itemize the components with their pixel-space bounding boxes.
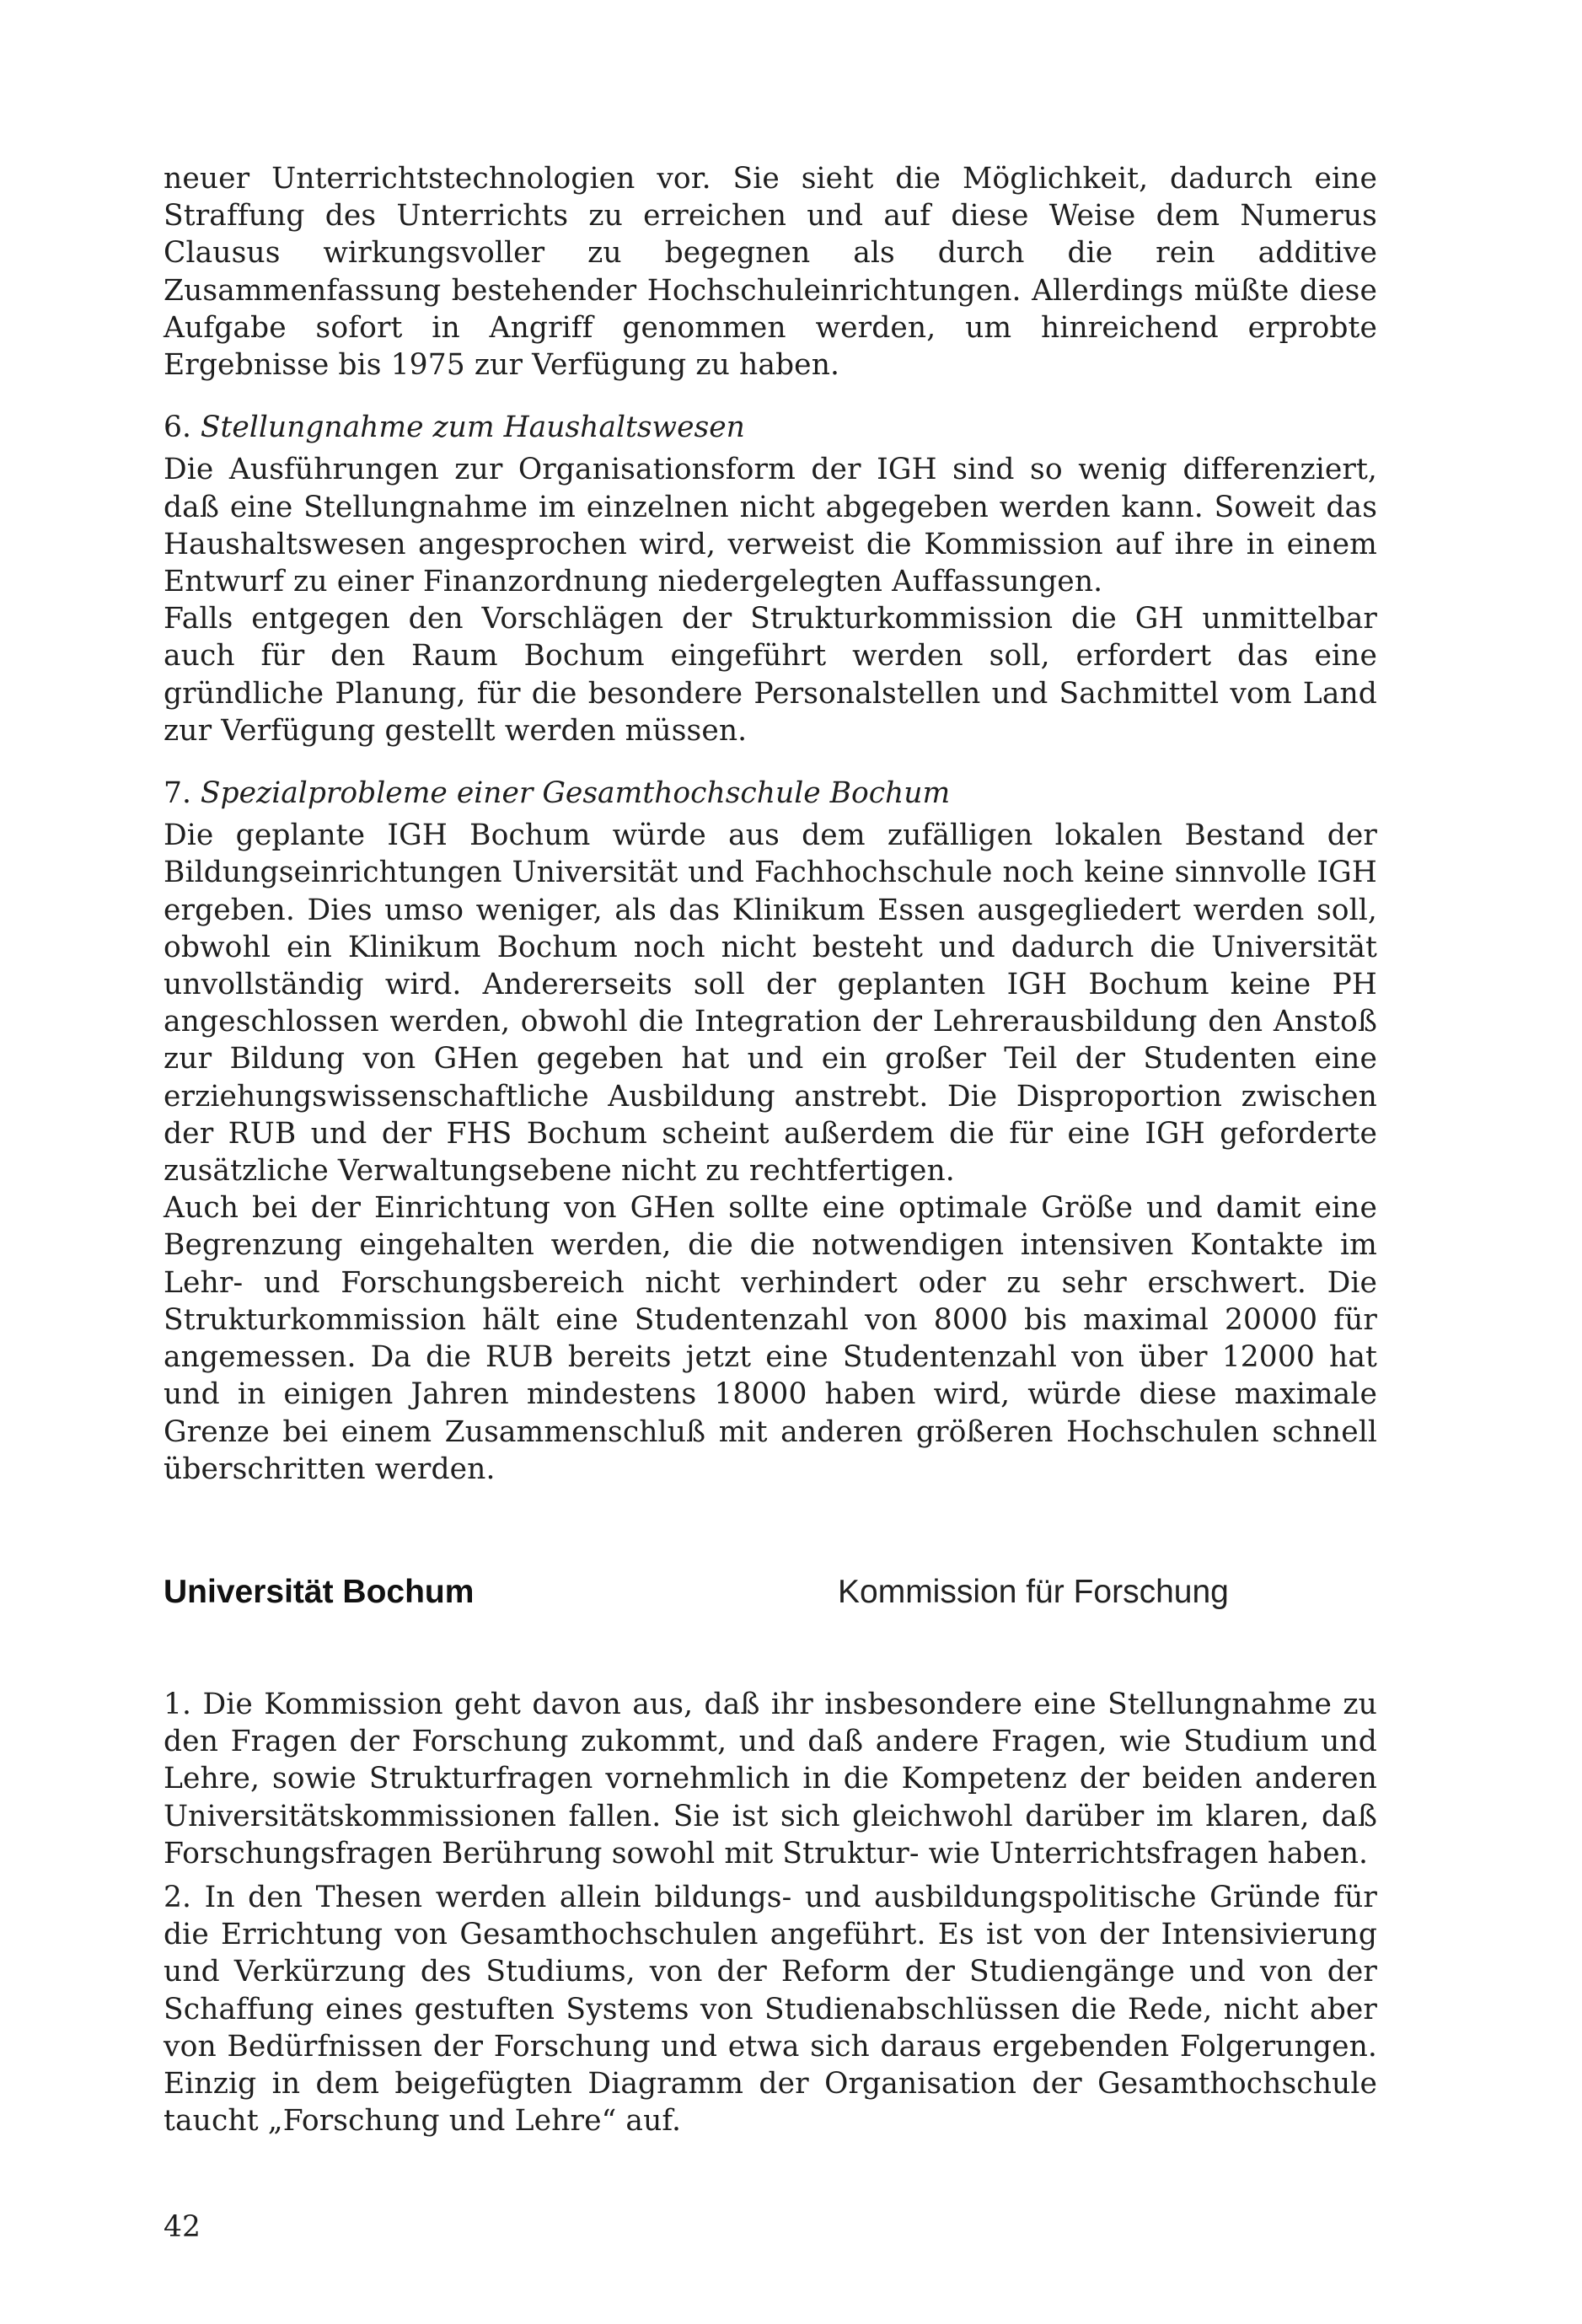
heading-7-number: 7.	[164, 776, 191, 811]
paragraph-7b: Auch bei der Einrichtung von GHen sollte eine optimale Größe und damit eine Begrenzung eingehalten werden, die die notwendigen intensiven Kontakte im Lehr- und Forschungsbereich nicht verhindert oder zu sehr erschwert. Die Strukturkommission hält eine Studentenzahl von 8000 bis maximal 20000 für angemessen. Da die RUB bereits jetzt eine Studentenzahl von über 12000 hat und in einigen Jahren mindestens 18000 haben wird, würde diese maximale Grenze bei einem Zusammenschluß mit anderen größeren Hochschulen schnell überschritten werden.	[164, 1191, 1377, 1486]
page-number: 42	[164, 2210, 201, 2244]
paragraph-intro: neuer Unterrichtstechnologien vor. Sie sieht die Möglichkeit, dadurch eine Straffung des Unterrichts zu erreichen und auf diese Weise dem Numerus Clausus wirkungsvoller zu begegnen als durch die rein additive Zusammenfassung bestehender Hochschuleinrichtungen. Allerdings müßte diese Aufgabe sofort in Angriff genommen werden, um hinreichend erprobte Ergebnisse bis 1975 zur Verfügung zu haben.	[164, 162, 1377, 383]
commission-header	[164, 1570, 1377, 1620]
heading-section-6	[164, 409, 1377, 446]
paragraph-7a: Die geplante IGH Bochum würde aus dem zufälligen lokalen Bestand der Bildungseinrichtungen Universität und Fachhochschule noch keine sinnvolle IGH ergeben. Dies umso weniger, als das Klinikum Essen ausgegliedert werden soll, obwohl ein Klinikum Bochum noch nicht besteht und dadurch die Universität unvollständig wird. Andererseits soll der geplanten IGH Bochum keine PH angeschlossen werden, obwohl die Integration der Lehrerausbildung den Anstoß zur Bildung von GHen gegeben hat und ein großer Teil der Studenten eine erziehungswissenschaftliche Ausbildung anstrebt. Die Disproportion zwischen der RUB und der FHS Bochum scheint außerdem die für eine IGH geforderte zusätzliche Verwaltungsebene nicht zu rechtfertigen.	[164, 818, 1377, 1189]
paragraph-point-1: 1. Die Kommission geht davon aus, daß ihr insbesondere eine Stellungnahme zu den Fragen der Forschung zukommt, und daß andere Fragen, wie Studium und Lehre, sowie Strukturfragen vornehmlich in die Kompetenz der beiden anderen Universitätskommissionen fallen. Sie ist sich gleichwohl darüber im klaren, daß Forschungsfragen Berührung sowohl mit Struktur- wie Unterrichtsfragen haben.	[164, 1688, 1377, 1870]
paragraph-6b: Falls entgegen den Vorschlägen der Strukturkommission die GH unmittelbar auch für den Raum Bochum eingeführt werden soll, erfordert das eine gründliche Planung, für die besondere Personalstellen und Sachmittel vom Land zur Verfügung gestellt werden müssen.	[164, 602, 1377, 748]
heading-7-title: Spezialprobleme einer Gesamthochschule Bochum	[200, 776, 951, 811]
header-commission: Kommission für Forschung	[838, 1574, 1229, 1610]
paragraph-point-2: 2. In den Thesen werden allein bildungs- und ausbildungspolitische Gründe für die Errichtung von Gesamthochschulen angeführt. Es ist von der Intensivierung und Verkürzung des Studiums, von der Reform der Studiengänge und von der Schaffung eines gestuften Systems von Studienabschlüssen die Rede, nicht aber von Bedürfnissen der Forschung und etwa sich daraus ergebenden Folgerungen. Einzig in dem beigefügten Diagramm der Organisation der Gesamthochschule taucht „Forschung und Lehre“ auf.	[164, 1881, 1377, 2139]
paragraph-6a: Die Ausführungen zur Organisationsform der IGH sind so wenig differenziert, daß eine Stellungnahme im einzelnen nicht abgegeben werden kann. Soweit das Haushaltswesen angesprochen wird, verweist die Kommission auf ihre in einem Entwurf zu einer Finanzordnung niedergelegten Auffassungen.	[164, 453, 1377, 599]
upper-text-block	[164, 160, 1377, 1488]
heading-6-title: Stellungnahme zum Haushaltswesen	[200, 411, 745, 445]
lower-text-block	[164, 1686, 1377, 2139]
heading-section-7	[164, 775, 1377, 812]
heading-6-number: 6.	[164, 411, 191, 445]
header-university: Universität Bochum	[164, 1574, 475, 1610]
